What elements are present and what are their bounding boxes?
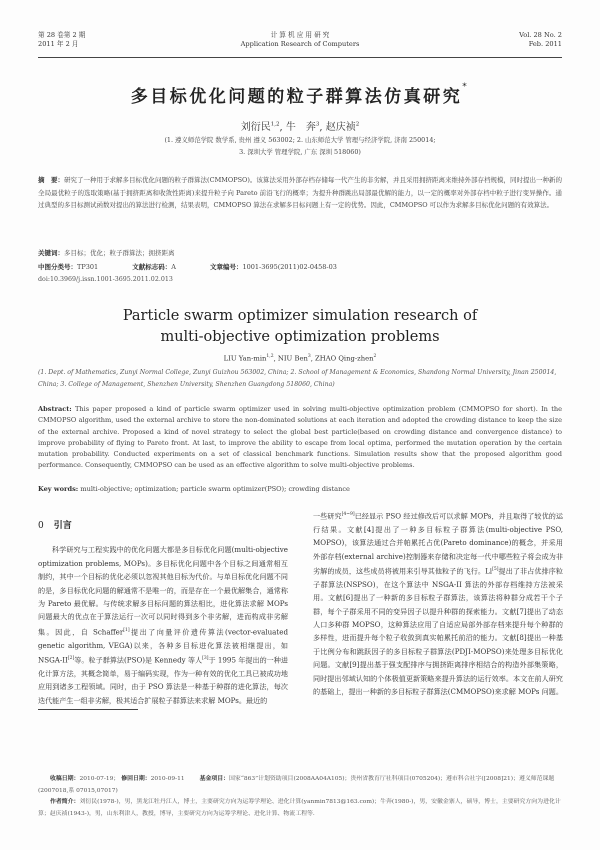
paragraph-text: 已经显示 PSO 经过修改后可以求解 MOPs，并且取得了较优的运行结果。文献[4]提出了一种多目标粒子群算法(multi-objective PSO, MOPSO)，该算法通过合并帕累托占优(Pareto dominance)的概念，并采用外部存档(external archive)控制器来存储和决定每一代中哪些粒子将会成为非劣解的成员，这些成员将被用来引导其他粒子的飞行。Li xyxy=(313,511,563,576)
keywords-cn xyxy=(38,248,562,257)
section-title: 引言 xyxy=(53,521,72,531)
abstract-text-cn: 研究了一种用于求解多目标优化问题的粒子群算法(CMMOPSO)。该算法采用外部存档存储每一代产生的非劣解，并且采用拥挤距离来维持外部存档规模，同时提出一种新的全局最优粒子的选取策略(基于拥挤距离和收敛性距离)来提升粒子向 Pareto 前沿飞行的概率；为提升种群跳出局部最优解的能力，以一定的概率对外部存档中粒子进行变异操作。通过典型的多目标测试函数对提出的算法进行检测，结果表明，CMMOPSO 算法在求解多目标问题上有一定的优势。因此，CMMOPSO 可以作为求解多目标优化问题的有效算法。 xyxy=(38,176,563,210)
footnote-bio xyxy=(38,797,562,820)
author-affiliation-mark: 2 xyxy=(355,121,360,128)
author-name: ZHAO Qing-zhen xyxy=(315,354,374,363)
title-line-en: multi-objective optimization problems xyxy=(160,329,440,345)
bio-text: 刘衍民(1978-)，男，黑龙江牡丹江人，博士，主要研究方向为运筹学理论、进化计算(yanmin7813@163.com)；牛奔(1980-)，男，安徽金寨人，硕导，博士，主要研究方向为进化计算；赵庆祯(1943-)，男，山东利津人，教授，博导，主要研究方向为运筹学理论、进化计算、物流工程等. xyxy=(38,799,561,817)
affiliation-line: 3. 深圳大学 管理学院, 广东 深圳 518060) xyxy=(239,148,361,156)
title-footnote-mark: * xyxy=(462,82,470,92)
author-affiliation-mark: 2 xyxy=(373,354,377,359)
paragraph-text: 科学研究与工程实践中的优化问题大都是多目标优化问题(multi-objective optimization problems, MOPs)。多目标优化问题中各个目标之间通常相互制约，其中一个目标的优化必须以忽视其他目标为代价。与单目标优化问题不同的是，多目标优化问题的解通常不是唯一的，而是存在一个最优解集合，通常称为 Pareto 最优解。与传统求解多目标问题的算法相比，进化算法求解 MOPs 问题最大的优点在于算法运行一次可以同时得到多个非劣解，进而构成非劣解集。因此，自 Schaffer xyxy=(38,545,288,637)
author-list-en: LIU Yan-$\min^{1,2}$, NIU Ben$^3$, ZHAO Qing-zhen$^2$ xyxy=(223,354,377,363)
footnotes xyxy=(38,774,562,820)
author-affiliation-mark: 3 xyxy=(315,121,320,128)
journal-name-en: Application Research of Computers xyxy=(240,40,360,48)
doc-code-value: A xyxy=(171,263,176,271)
header-date-en: Feb. 2011 xyxy=(528,40,562,48)
revised-date: 2010-09-11 xyxy=(150,776,185,782)
author-name: 赵庆祯 xyxy=(325,122,356,133)
author-name: LIU Yan-min xyxy=(223,354,267,363)
keywords-label-cn: 关键词： xyxy=(38,249,64,257)
header-divider xyxy=(38,57,562,58)
classification-line xyxy=(38,262,562,271)
abstract-label-en: Abstract: xyxy=(38,405,72,413)
keywords-text-en: multi-objective; optimization; particle swarm optimizer(PSO); crowding distance xyxy=(80,485,350,493)
doc-code-label: 文献标志码： xyxy=(132,263,172,271)
paper-title-en xyxy=(0,306,600,348)
revised-label: 修回日期： xyxy=(121,776,151,782)
article-number-value: 1001-3695(2011)02-0458-03 xyxy=(242,263,337,271)
header-volume-issue: 第 28 卷第 2 期 xyxy=(38,31,86,39)
section-number: 0 xyxy=(38,521,44,531)
citation-ref: [3] xyxy=(202,656,209,662)
paragraph-text: 一些研究 xyxy=(313,511,342,521)
paragraph-text: 提出了向量评价遗传算法(vector-evaluated genetic algorithm, VEGA)以来，各种多目标进化算法被相继提出，如 NSGA-II xyxy=(38,627,288,665)
abstract-cn xyxy=(38,174,562,212)
author-affiliation-mark: 3 xyxy=(307,354,311,359)
keywords-text-cn: 多目标；优化；粒子群算法；拥挤距离 xyxy=(64,249,175,257)
citation-ref: [4~9] xyxy=(341,512,355,517)
body-column-left xyxy=(38,508,288,710)
paragraph-text: 提出了非占优排序粒子群算法(NSPSO)，在这个算法中 NSGA-II 算法的外部存档维持方法被采用。文献[6]提出了一种新的多目标粒子群算法，该算法将种群分成若干个子群，每个子群采用不同的变异因子以提升种群的探索能力。文献[7]提出了动态人口多种群 MOPSO，这种算法应用了自适应局部外部存档来提升每个种群的多样性，进而提升每个粒子收敛到真实帕累托前沿的能力。文献[8]提出一种基于比例分布和跳跃因子的多目标粒子群算法(PDJI-MOPSO)来处理多目标优化问题。文献[9]提出基于强支配排序与拥挤距离排序相结合的构造外部集策略，同时提出邻域认知的个体极值更新策略来提升算法的运行效率。本文在前人研究的基础上，提出一种新的多目标粒子群算法(CMMOPSO)来求解 MOPs 问题。 xyxy=(313,566,564,696)
fund-label: 基金项目： xyxy=(199,776,230,782)
author-affiliation-mark: 1,2 xyxy=(270,121,280,128)
body-column-right xyxy=(313,508,563,698)
keywords-en xyxy=(38,485,562,493)
affiliations-en: (1. Dept. of Mathematics, Zunyi Normal College, Zunyi Guizhou 563002, China; 2. School of Management & Economics, Shandong Normal University, Jinan 250014, China; 3. College of Management, Shenzhen University, Shenzhen Guangdong 518060, China) xyxy=(38,369,557,388)
author-name: 刘衍民 xyxy=(240,122,271,133)
body-paragraph xyxy=(38,543,288,707)
journal-header xyxy=(38,31,562,55)
journal-name-cn: 计 算 机 应 用 研 究 xyxy=(270,31,330,39)
author-name: NIU Ben xyxy=(277,354,308,363)
fund-text: 国家“863”计划资助项目(2008AA04A105)；贵州省教育厅社科项目(0705204)；遵市科合社字([2008]21)；遵义师范课题(2007018,系 07015,07017) xyxy=(38,776,555,794)
clc-value: TP301 xyxy=(77,263,99,271)
keywords-label-en: Key words: xyxy=(38,485,79,493)
article-number-label: 文章编号： xyxy=(209,263,243,271)
header-journal-name xyxy=(38,31,562,49)
abstract-label-cn: 摘 要： xyxy=(38,176,65,184)
doi: doi:10.3969/j.issn.1001-3695.2011.02.013 xyxy=(38,276,173,283)
paragraph-text: 等。粒子群算法(PSO)是 Kennedy 等人 xyxy=(74,655,203,665)
citation-ref: [2] xyxy=(67,656,75,662)
header-volume-en xyxy=(519,31,562,49)
affiliations-cn xyxy=(0,134,600,158)
footnote-divider xyxy=(38,709,138,710)
received-label: 收稿日期： xyxy=(50,776,80,782)
bio-label: 作者简介： xyxy=(50,799,80,805)
header-vol-no: Vol. 28 No. 2 xyxy=(519,31,562,39)
header-date-cn: 2011 年 2 月 xyxy=(38,40,79,48)
citation-ref: [5] xyxy=(492,566,499,572)
title-line-en: Particle swarm optimizer simulation research of xyxy=(122,308,478,324)
author-list-cn: 刘衍民$^{1,2}$, 牛 奔$^3$, 赵庆祯$^2$ xyxy=(240,121,360,133)
title-text-cn: 多目标优化问题的粒子群算法仿真研究 xyxy=(130,87,463,107)
abstract-text-en: This paper proposed a kind of particle swarm optimizer used in solving multi-objective optimization problem (CMMOPSO for short). In the CMMOPSO algorithm, used the external archive to store the non-dominated solutions at each iteration and adopted the crowding distance to keep the size of the external archive. Proposed a kind of novel strategy to select the global best particle(based on crowding distance and convergence distance) to improve probability of flying to Pareto front. At last, to improve the ability to escape from local optima, performed the mutation operation by the certain mutation probability. Conducted experiments on a set of classical benchmark functions. Simulation results show that the proposed algorithm good performance. Consequently, CMMOPSO can be used as an effective algorithm to solve multi-objective problems. xyxy=(38,405,562,470)
paper-title-cn xyxy=(0,82,600,107)
received-date: 2010-07-19； xyxy=(79,776,120,782)
affiliation-line: (1. 遵义师范学院 数学系, 贵州 遵义 563002; 2. 山东师范大学 管理与经济学院, 济南 250014; xyxy=(164,136,436,144)
abstract-en xyxy=(38,404,562,472)
author-affiliation-mark: 1,2 xyxy=(266,354,274,359)
clc-label: 中图分类号： xyxy=(38,263,77,271)
author-name: 牛 奔 xyxy=(285,122,316,133)
body-paragraph xyxy=(313,508,563,698)
paragraph-text: 于 1995 年提出的一种进化计算方法，其概念简单，易于编码实现，作为一种有效的优化工具已被成功地应用到诸多工程领域。同时，由于 PSO 算法是一种基于种群的进化算法，每次迭代能产生一组非劣解，极其适合扩展粒子群算法来求解 MOPs。最近的 xyxy=(38,655,289,705)
section-heading xyxy=(38,520,288,533)
citation-ref: [1] xyxy=(123,627,130,633)
footnote-dates-fund xyxy=(38,774,562,797)
